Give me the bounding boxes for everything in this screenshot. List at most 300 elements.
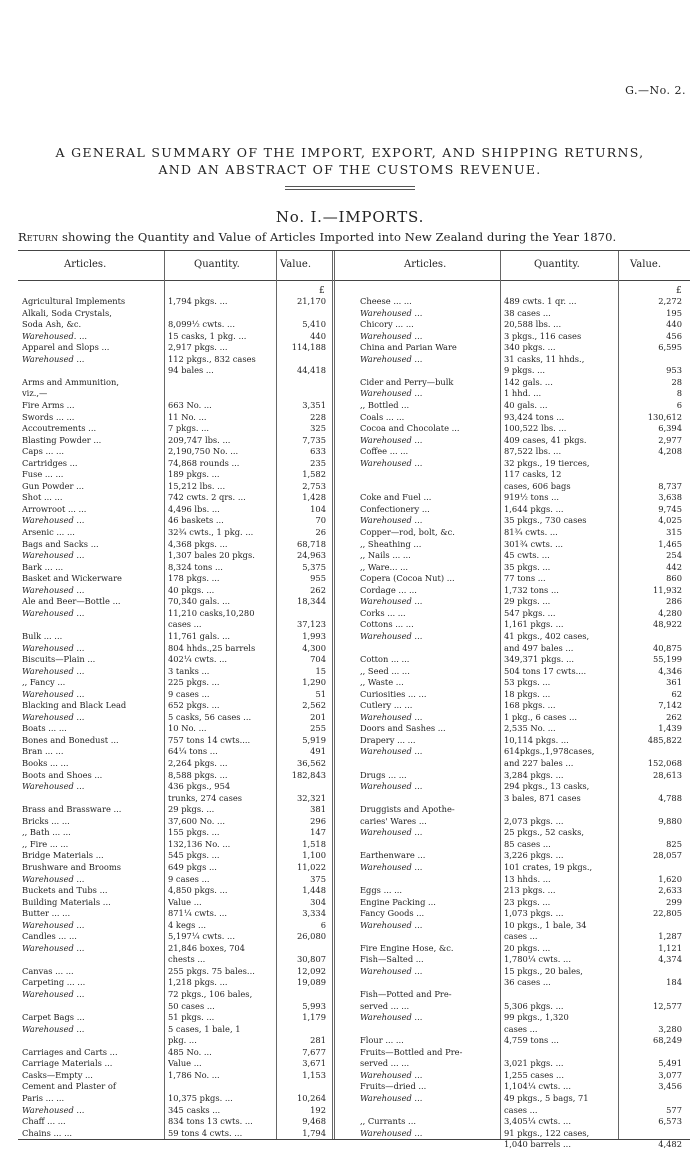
- left-value-cell: 32,321: [296, 792, 326, 803]
- left-quantity-cell: 209,747 lbs. ...: [168, 434, 231, 445]
- left-quantity-cell: 652 pkgs. ...: [168, 700, 220, 711]
- left-quantity-cell: 804 hhds.,25 barrels: [168, 642, 256, 653]
- right-value-cell: 195: [666, 307, 682, 318]
- left-value-cell: 1,179: [302, 1012, 326, 1023]
- right-quantity-cell: 1,073 pkgs. ...: [504, 908, 564, 919]
- left-quantity-cell: 4,850 pkgs. ...: [168, 885, 228, 896]
- left-value-cell: 704: [310, 654, 326, 665]
- left-article-cell: Basket and Wickerware: [22, 573, 122, 584]
- right-article-cell: caries' Wares ...: [360, 815, 427, 826]
- right-article-cell: China and Parian Ware: [360, 342, 457, 353]
- left-article-cell: Warehoused ...: [22, 919, 85, 930]
- right-article-cell: Fish—Potted and Pre-: [360, 989, 452, 999]
- right-article-cell: Confectionery ...: [360, 503, 430, 514]
- right-quantity-cell: 9 pkgs. ...: [504, 365, 546, 376]
- right-article-cell: Coals ... ...: [360, 411, 405, 422]
- right-value-cell: 4,280: [658, 607, 682, 618]
- left-quantity-cell: 871¼ cwts. ...: [168, 908, 228, 919]
- left-article-cell: Apparel and Slops ...: [22, 342, 110, 353]
- right-article-cell: Warehoused ...: [360, 307, 423, 318]
- right-article-cell: ,, Seed ... ...: [360, 665, 410, 676]
- header-value: Value.: [280, 259, 312, 270]
- right-quantity-cell: 23 pkgs. ...: [504, 896, 551, 907]
- left-article-cell: Canvas ... ...: [22, 965, 74, 976]
- header-value-2: Value.: [630, 259, 662, 270]
- left-quantity-cell: 1,307 bales 20 pkgs.: [168, 550, 255, 561]
- left-article-cell: Carriages and Carts ...: [22, 1046, 118, 1057]
- left-quantity-cell: 70,340 gals. ...: [168, 596, 231, 607]
- left-article-cell: Caps ... ...: [22, 446, 64, 457]
- left-value-cell: 30,807: [296, 954, 326, 965]
- right-quantity-cell: 49 pkgs., 5 bags, 71: [504, 1092, 589, 1103]
- left-quantity-cell: 11 No. ...: [168, 411, 207, 422]
- left-article-cell: Arrowroot ... ...: [22, 503, 87, 514]
- right-quantity-cell: 32 pkgs., 19 tierces,: [504, 457, 590, 468]
- right-quantity-cell: 1,040 barrels ...: [504, 1139, 571, 1150]
- right-value-cell: 825: [666, 838, 682, 849]
- right-article-cell: Warehoused ...: [360, 457, 423, 468]
- right-value-cell: 12,577: [652, 1000, 682, 1011]
- left-value-cell: 192: [310, 1104, 326, 1115]
- left-value-cell: 19,089: [296, 977, 326, 988]
- left-quantity-cell: 64¼ tons ...: [168, 746, 218, 757]
- left-value-cell: 5,993: [302, 1000, 326, 1011]
- left-value-cell: 1,428: [302, 492, 326, 503]
- left-value-cell: 955: [310, 573, 326, 584]
- left-quantity-cell: 40 pkgs. ...: [168, 584, 215, 595]
- right-value-cell: 28,057: [652, 850, 682, 861]
- right-quantity-cell: 1,255 cases ...: [504, 1069, 564, 1080]
- right-article-cell: ,, Currants ...: [360, 1116, 416, 1127]
- right-quantity-cell: 36 cases ...: [504, 977, 551, 988]
- section-title: No. I.—IMPORTS.: [275, 208, 425, 226]
- right-quantity-cell: cases, 606 bags: [504, 480, 571, 491]
- left-quantity-cell: Value ...: [168, 896, 202, 907]
- right-value-cell: 6,394: [658, 423, 682, 434]
- left-quantity-cell: 255 pkgs. 75 bales...: [168, 965, 255, 976]
- left-quantity-cell: 132,136 No. ...: [168, 838, 231, 849]
- left-article-cell: Warehoused ...: [22, 642, 85, 653]
- right-article-cell: served ... ...: [360, 1000, 410, 1011]
- left-quantity-cell: 155 pkgs. ...: [168, 827, 220, 838]
- left-article-cell: Building Materials ...: [22, 896, 111, 907]
- right-quantity-cell: 547 pkgs. ...: [504, 607, 556, 618]
- right-quantity-cell: 1,644 pkgs. ...: [504, 503, 564, 514]
- left-article-cell: Shot ... ...: [22, 492, 63, 503]
- left-quantity-cell: 3 tanks ...: [168, 665, 210, 676]
- right-article-cell: Warehoused ...: [360, 515, 423, 526]
- right-article-cell: Fish—Salted ...: [360, 954, 424, 965]
- left-quantity-cell: 74,868 rounds ...: [168, 457, 240, 468]
- left-article-cell: Carpet Bags ...: [22, 1012, 85, 1023]
- right-value-cell: 286: [666, 596, 682, 607]
- left-quantity-cell: cases ...: [168, 619, 202, 630]
- left-article-cell: ,, Fire ... ...: [22, 838, 69, 849]
- right-quantity-cell: 29 pkgs. ...: [504, 596, 551, 607]
- table-header: [18, 251, 690, 281]
- header-articles: Articles.: [64, 259, 107, 270]
- left-article-cell: Warehoused ...: [22, 353, 85, 364]
- left-value-cell: 182,843: [291, 769, 326, 780]
- left-value-cell: 5,919: [302, 734, 326, 745]
- left-value-cell: 3,351: [302, 399, 326, 410]
- left-article-cell: Accoutrements ...: [22, 423, 97, 434]
- right-article-cell: Warehoused ...: [360, 746, 423, 757]
- right-quantity-cell: cases ...: [504, 1104, 538, 1115]
- left-quantity-cell: 1,786 No. ...: [168, 1069, 220, 1080]
- left-value-cell: 325: [310, 423, 326, 434]
- left-quantity-cell: 2,190,750 No. ...: [168, 446, 239, 457]
- right-value-cell: 2,272: [658, 296, 682, 306]
- right-quantity-cell: 91 pkgs., 122 cases,: [504, 1127, 590, 1138]
- left-article-cell: Swords ... ...: [22, 411, 75, 422]
- left-article-cell: Warehoused ...: [22, 550, 85, 561]
- left-value-cell: 11,022: [296, 861, 326, 872]
- left-quantity-cell: 72 pkgs., 106 bales,: [168, 989, 253, 999]
- left-quantity-cell: 94 bales ...: [168, 365, 214, 376]
- right-quantity-cell: 1,161 pkgs. ...: [504, 619, 564, 630]
- right-value-cell: 8: [676, 388, 682, 399]
- right-quantity-cell: 53 pkgs. ...: [504, 677, 551, 688]
- left-article-cell: Warehoused. ...: [22, 330, 87, 341]
- right-article-cell: Cotton ... ...: [360, 654, 410, 665]
- left-value-cell: 633: [310, 446, 326, 457]
- left-article-cell: Warehoused ...: [22, 873, 85, 884]
- right-value-cell: 315: [666, 527, 682, 537]
- right-article-cell: Warehoused ...: [360, 330, 423, 341]
- left-quantity-cell: 402¼ cwts. ...: [168, 654, 228, 665]
- imports-table: [18, 250, 690, 1150]
- right-value-cell: 11,932: [652, 584, 682, 595]
- left-article-cell: Agricultural Implements: [22, 296, 126, 306]
- left-value-cell: 1,993: [302, 630, 326, 641]
- left-value-cell: 4,300: [302, 642, 326, 653]
- left-value-cell: 201: [310, 711, 326, 722]
- header-quantity: Quantity.: [194, 259, 240, 270]
- right-article-cell: Earthenware ...: [360, 850, 426, 861]
- right-article-cell: Warehoused ...: [360, 711, 423, 722]
- left-quantity-cell: 485 No. ...: [168, 1046, 212, 1057]
- right-quantity-cell: 117 casks, 12: [504, 469, 562, 480]
- right-quantity-cell: 489 cwts. 1 qr. ...: [504, 296, 577, 306]
- left-quantity-cell: 189 pkgs. ...: [168, 469, 220, 480]
- right-article-cell: Warehoused ...: [360, 434, 423, 445]
- right-quantity-cell: 340 pkgs. ...: [504, 342, 556, 353]
- right-quantity-cell: 31 casks, 11 hhds.,: [504, 353, 585, 364]
- right-article-cell: Fruits—Bottled and Pre-: [360, 1046, 463, 1057]
- left-value-cell: 37,123: [296, 619, 326, 630]
- left-quantity-cell: 10,375 pkgs. ...: [168, 1092, 233, 1103]
- left-article-cell: Fuse ... ...: [22, 469, 64, 480]
- left-quantity-cell: 112 pkgs., 832 cases: [168, 353, 256, 364]
- right-quantity-cell: 25 pkgs., 52 casks,: [504, 827, 584, 838]
- title-line-1: A GENERAL SUMMARY OF THE IMPORT, EXPORT, AND SHIPPING RETURNS,: [55, 145, 645, 160]
- right-quantity-cell: 349,371 pkgs. ...: [504, 654, 575, 665]
- left-value-cell: 44,418: [296, 365, 326, 376]
- left-quantity-cell: 8,099½ cwts. ...: [168, 319, 235, 330]
- right-quantity-cell: 1,780¼ cwts. ...: [504, 954, 571, 965]
- left-article-cell: Blacking and Black Lead: [22, 700, 127, 711]
- right-quantity-cell: 1,104¼ cwts. ...: [504, 1081, 571, 1092]
- left-article-cell: Warehoused ...: [22, 688, 85, 699]
- left-article-cell: ,, Fancy ...: [22, 677, 66, 688]
- left-article-cell: Candles ... ...: [22, 931, 77, 942]
- left-quantity-cell: 15,212 lbs. ...: [168, 480, 226, 491]
- right-article-cell: ,, Nails ... ...: [360, 550, 411, 561]
- left-article-cell: Boats ... ...: [22, 723, 67, 734]
- left-article-cell: Warehoused ...: [22, 665, 85, 676]
- left-article-cell: Cartridges ...: [22, 457, 78, 468]
- right-quantity-cell: cases ...: [504, 931, 538, 942]
- right-article-cell: Cottons ... ...: [360, 619, 414, 630]
- right-article-cell: Warehoused ...: [360, 919, 423, 930]
- right-value-cell: 4,346: [658, 665, 682, 676]
- caption-lead: Return: [18, 230, 59, 244]
- right-quantity-cell: 3,284 pkgs. ...: [504, 769, 564, 780]
- right-article-cell: Corks ... ...: [360, 607, 406, 618]
- right-quantity-cell: and 227 bales ...: [504, 758, 574, 768]
- left-value-cell: 51: [315, 688, 326, 699]
- right-quantity-cell: 2,073 pkgs. ...: [504, 815, 564, 826]
- left-quantity-cell: 436 pkgs., 954: [168, 781, 231, 792]
- title-rule-2: [285, 189, 415, 190]
- left-value-cell: 15: [315, 665, 326, 676]
- left-value-cell: 26: [315, 527, 326, 537]
- right-quantity-cell: 45 cwts. ...: [504, 550, 550, 561]
- left-article-cell: Casks—Empty ...: [22, 1069, 93, 1080]
- right-quantity-cell: 20,588 lbs. ...: [504, 319, 562, 330]
- right-article-cell: Fancy Goods ...: [360, 908, 425, 919]
- right-value-cell: 456: [666, 330, 682, 341]
- left-value-cell: 104: [310, 503, 326, 514]
- left-quantity-cell: 1,218 pkgs. ...: [168, 977, 228, 988]
- right-article-cell: Fruits—dried ...: [360, 1081, 427, 1092]
- right-quantity-cell: 40 gals. ...: [504, 399, 548, 410]
- right-article-cell: Druggists and Apothe-: [360, 804, 455, 815]
- right-value-cell: 2,633: [658, 885, 682, 896]
- left-value-cell: 1,582: [302, 469, 326, 480]
- right-value-cell: 953: [666, 365, 682, 376]
- left-article-cell: Warehoused ...: [22, 515, 85, 526]
- right-value-cell: 22,805: [652, 908, 682, 919]
- right-quantity-cell: 10 pkgs., 1 bale, 34: [504, 919, 587, 930]
- left-value-cell: 1,153: [302, 1069, 326, 1080]
- right-value-cell: 6: [676, 399, 682, 410]
- right-value-cell: 4,788: [658, 792, 682, 803]
- left-quantity-cell: 5 cases, 1 bale, 1: [168, 1023, 241, 1034]
- left-value-cell: 2,753: [302, 480, 326, 491]
- left-article-cell: Warehoused ...: [22, 711, 85, 722]
- right-value-cell: 1,121: [658, 942, 682, 953]
- table-caption: [18, 230, 688, 244]
- left-value-cell: 440: [310, 330, 326, 341]
- left-quantity-cell: pkg. ...: [168, 1035, 197, 1046]
- left-article-cell: Bones and Bonedust ...: [22, 734, 119, 745]
- title-rule: [285, 186, 415, 187]
- left-quantity-cell: 225 pkgs. ...: [168, 677, 220, 688]
- document-title: [0, 144, 700, 178]
- left-quantity-cell: 9 cases ...: [168, 873, 210, 884]
- left-value-cell: 68,718: [296, 538, 326, 549]
- left-article-cell: Books ... ...: [22, 758, 69, 768]
- right-value-cell: 4,482: [658, 1139, 682, 1150]
- left-quantity-cell: 59 tons 4 cwts. ...: [168, 1127, 243, 1138]
- right-article-cell: Warehoused ...: [360, 596, 423, 607]
- left-article-cell: viz.,—: [22, 388, 48, 399]
- right-quantity-cell: and 497 bales ...: [504, 642, 574, 653]
- left-quantity-cell: 663 No. ...: [168, 399, 212, 410]
- right-quantity-cell: 10,114 pkgs. ...: [504, 734, 569, 745]
- left-article-cell: Warehoused ...: [22, 1104, 85, 1115]
- right-value-cell: 4,374: [658, 954, 682, 965]
- left-value-cell: 2,562: [302, 700, 326, 711]
- left-quantity-cell: 50 cases ...: [168, 1000, 215, 1011]
- caption-text: showing the Quantity and Value of Articles Imported into New Zealand during the Year 1870.: [58, 230, 617, 244]
- right-article-cell: Warehoused ...: [360, 388, 423, 399]
- right-value-cell: 2,977: [658, 434, 682, 445]
- left-quantity-cell: 21,846 boxes, 704: [168, 942, 245, 953]
- left-article-cell: Bags and Sacks ...: [22, 538, 99, 549]
- left-quantity-cell: 29 pkgs. ...: [168, 804, 215, 815]
- right-value-cell: 8,737: [658, 480, 682, 491]
- left-article-cell: Bricks ... ...: [22, 815, 70, 826]
- right-value-cell: 440: [666, 319, 682, 330]
- left-value-cell: 12,092: [296, 965, 326, 976]
- left-value-cell: 114,188: [291, 342, 326, 353]
- left-article-cell: Chaff ... ...: [22, 1116, 66, 1127]
- right-article-cell: Warehoused ...: [360, 353, 423, 364]
- right-quantity-cell: 99 pkgs., 1,320: [504, 1012, 569, 1023]
- left-article-cell: ,, Bath ... ...: [22, 827, 71, 838]
- left-value-cell: 255: [310, 723, 326, 734]
- right-value-cell: 1,439: [658, 723, 682, 734]
- right-value-cell: 28,613: [652, 769, 682, 780]
- left-quantity-cell: 9 cases ...: [168, 688, 210, 699]
- right-quantity-cell: 5,306 pkgs. ...: [504, 1000, 564, 1011]
- left-quantity-cell: 5 casks, 56 cases ...: [168, 711, 252, 722]
- column-divider: [500, 251, 501, 1139]
- left-article-cell: Brushware and Brooms: [22, 861, 121, 872]
- right-value-cell: 9,745: [658, 503, 682, 514]
- left-quantity-cell: Value ...: [168, 1058, 202, 1069]
- left-article-cell: Soda Ash, &c.: [22, 319, 82, 330]
- title-line-2: AND AN ABSTRACT OF THE CUSTOMS REVENUE.: [158, 162, 542, 177]
- right-quantity-cell: 1 pkg., 6 cases ...: [504, 711, 577, 722]
- right-quantity-cell: 1,732 tons ...: [504, 584, 559, 595]
- left-article-cell: Chains ... ...: [22, 1127, 72, 1138]
- left-quantity-cell: 4,368 pkgs. ...: [168, 538, 228, 549]
- left-value-cell: 9,468: [302, 1116, 326, 1127]
- right-quantity-cell: 101 crates, 19 pkgs.,: [504, 861, 593, 872]
- left-value-cell: 3,671: [302, 1058, 326, 1069]
- left-article-cell: Warehoused ...: [22, 1023, 85, 1034]
- right-quantity-cell: 409 cases, 41 pkgs.: [504, 434, 587, 445]
- left-value-cell: 491: [310, 746, 326, 757]
- left-quantity-cell: 1,794 pkgs. ...: [168, 296, 228, 306]
- left-article-cell: Biscuits—Plain ...: [22, 654, 96, 665]
- left-article-cell: Buckets and Tubs ...: [22, 885, 108, 896]
- left-article-cell: Blasting Powder ...: [22, 434, 102, 445]
- left-value-cell: 147: [310, 827, 326, 838]
- page-reference: G.—No. 2.: [625, 84, 686, 97]
- right-article-cell: Engine Packing ...: [360, 896, 436, 907]
- right-article-cell: Chicory ... ...: [360, 319, 414, 330]
- right-quantity-cell: 87,522 lbs. ...: [504, 446, 562, 457]
- right-article-cell: Cordage ... ...: [360, 584, 417, 595]
- left-quantity-cell: 8,588 pkgs. ...: [168, 769, 228, 780]
- right-value-cell: 3,456: [658, 1081, 682, 1092]
- left-quantity-cell: 8,324 tons ...: [168, 561, 223, 572]
- left-article-cell: Alkali, Soda Crystals,: [22, 307, 112, 318]
- left-value-cell: 3,334: [302, 908, 326, 919]
- left-quantity-cell: 51 pkgs. ...: [168, 1012, 215, 1023]
- left-quantity-cell: 649 pkgs ...: [168, 861, 217, 872]
- right-quantity-cell: 100,522 lbs. ...: [504, 423, 567, 434]
- right-quantity-cell: 142 gals. ...: [504, 376, 553, 387]
- right-article-cell: ,, Waste ...: [360, 677, 404, 688]
- right-value-cell: 1,465: [658, 538, 682, 549]
- left-article-cell: Bulk ... ...: [22, 630, 63, 641]
- left-quantity-cell: 10 No. ...: [168, 723, 207, 734]
- right-value-cell: 361: [666, 677, 682, 688]
- right-article-cell: Warehoused ...: [360, 1127, 423, 1138]
- left-quantity-cell: 345 casks ...: [168, 1104, 221, 1115]
- right-value-cell: 3,638: [658, 492, 682, 503]
- right-value-cell: 9,880: [658, 815, 682, 826]
- left-quantity-cell: 32¾ cwts., 1 pkg. ...: [168, 527, 254, 537]
- left-article-cell: Ale and Beer—Bottle ...: [22, 596, 121, 607]
- right-article-cell: Cheese ... ...: [360, 296, 412, 306]
- right-value-cell: 62: [671, 688, 682, 699]
- right-article-cell: Cider and Perry—bulk: [360, 376, 454, 387]
- right-quantity-cell: 13 hhds. ...: [504, 873, 551, 884]
- left-article-cell: Warehoused ...: [22, 942, 85, 953]
- left-article-cell: Bran ... ...: [22, 746, 64, 757]
- column-divider: [164, 251, 165, 1139]
- right-value-cell: 6,573: [658, 1116, 682, 1127]
- left-article-cell: Boots and Shoes ...: [22, 769, 103, 780]
- right-article-cell: Fire Engine Hose, &c.: [360, 942, 454, 953]
- left-article-cell: Warehoused ...: [22, 584, 85, 595]
- left-quantity-cell: 178 pkgs. ...: [168, 573, 220, 584]
- left-value-cell: 6: [320, 919, 326, 930]
- left-quantity-cell: 4 kegs ...: [168, 919, 206, 930]
- right-value-cell: 485,822: [647, 734, 682, 745]
- right-article-cell: Warehoused ...: [360, 630, 423, 641]
- right-article-cell: Doors and Sashes ...: [360, 723, 446, 734]
- right-quantity-cell: 15 pkgs., 20 bales,: [504, 965, 583, 976]
- left-value-cell: 228: [310, 411, 326, 422]
- right-quantity-cell: 18 pkgs. ...: [504, 688, 551, 699]
- right-quantity-cell: cases ...: [504, 1023, 538, 1034]
- left-value-cell: 381: [310, 804, 326, 815]
- left-article-cell: Arms and Ammunition,: [22, 376, 119, 387]
- right-quantity-cell: 3,226 pkgs. ...: [504, 850, 564, 861]
- header-articles-2: Articles.: [404, 259, 447, 270]
- left-value-cell: 235: [310, 457, 326, 468]
- right-value-cell: 4,025: [658, 515, 682, 526]
- right-value-cell: 4,208: [658, 446, 682, 457]
- left-quantity-cell: 46 baskets ...: [168, 515, 224, 526]
- right-quantity-cell: 504 tons 17 cwts....: [504, 665, 587, 676]
- right-quantity-cell: 77 tons ...: [504, 573, 546, 584]
- right-value-cell: 860: [666, 573, 682, 584]
- right-quantity-cell: 41 pkgs., 402 cases,: [504, 630, 590, 641]
- right-article-cell: Cutlery ... ...: [360, 700, 413, 711]
- left-value-cell: 70: [315, 515, 326, 526]
- right-article-cell: Flour ... ...: [360, 1035, 404, 1046]
- right-article-cell: Drugs ... ...: [360, 769, 407, 780]
